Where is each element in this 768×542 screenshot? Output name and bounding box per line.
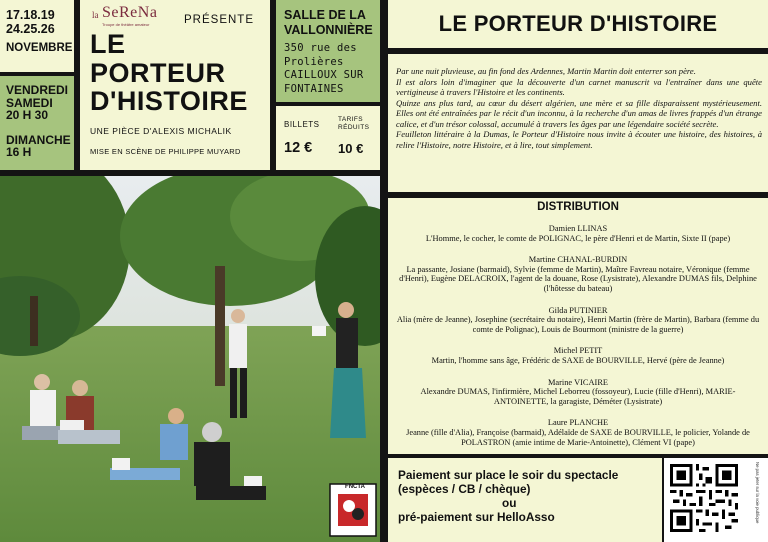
- cast-entry: [388, 418, 768, 447]
- dates-month: NOVEMBRE: [6, 42, 73, 54]
- payment-line-2: (espèces / CB / chèque): [398, 482, 531, 496]
- venue-address-line: CAILLOUX SUR: [284, 69, 364, 81]
- play-author: UNE PIÈCE D'ALEXIS MICHALIK: [90, 126, 232, 136]
- dates-panel: [0, 0, 74, 72]
- cast-actor-roles: Jeanne (fille d'Alia), Françoise (barmaid), Adélaïde de SAXE de BOURVILLE, le policier, Yolande de POLASTRON (amie intime de Marie-Antoinette), Clément VI (pape): [406, 427, 750, 447]
- cast-entry: [388, 378, 768, 407]
- schedule-panel: [0, 76, 74, 170]
- venue-name-line: SALLE DE LA: [284, 8, 366, 22]
- header-title-panel: [388, 0, 768, 48]
- cast-actor-roles: La passante, Josiane (barmaid), Sylvie (femme de Martin), Maître Favreau notaire, Véronique (femme d'Henri), Eugène DELACROIX, l'agent de la douane, Rose (Lysistrate), Alexandre DUMAS fils, Delphine (l'hôtesse du bateau): [399, 264, 757, 293]
- payment-line-3: pré-paiement sur HelloAsso: [398, 510, 555, 524]
- venue-name-line: VALLONNIÈRE: [284, 23, 373, 37]
- ticket-label-reduced-line: RÉDUITS: [338, 123, 370, 131]
- synopsis-paragraph: Quinze ans plus tard, au cœur du désert algérien, une mère et sa fille disparaissent mystérieusement. Elles ont été entraînées par le récit d'un inconnu, à la recherche d'un amas de livres frappés d'un étrange calice, et d'un trésor colossal, accumulé à travers les âges par une légendaire société secrète.: [396, 97, 762, 129]
- serena-logo: [92, 4, 156, 26]
- ticket-price-regular: 12 €: [284, 140, 313, 156]
- presente-label: PRÉSENTE: [184, 14, 254, 26]
- tickets-panel: [276, 106, 380, 170]
- vertical-note: [752, 462, 766, 538]
- cast-entry: [388, 255, 768, 293]
- payment-or: ou: [502, 496, 517, 510]
- cast-actor-name: Damien LLINAS: [548, 224, 608, 233]
- venue-address: [284, 42, 380, 96]
- ticket-price-reduced: 10 €: [338, 141, 364, 156]
- schedule-day-friday: VENDREDI: [6, 83, 69, 97]
- schedule-day-saturday: SAMEDI: [6, 95, 53, 110]
- cast-entry: [388, 346, 768, 365]
- distribution-title: DISTRIBUTION: [537, 201, 619, 213]
- ticket-label-reduced: [338, 116, 369, 131]
- fncta-badge: [330, 484, 376, 536]
- cast-actor-name: Martine CHANAL-BURDIN: [528, 255, 628, 265]
- synopsis-panel: [388, 54, 768, 192]
- cast-actor-name: Laure PLANCHE: [547, 418, 609, 428]
- cast-entry: [388, 224, 768, 243]
- fncta-badge-label: FNCTA: [345, 484, 365, 490]
- logo-name: SeReNa: [102, 4, 158, 21]
- cast-actor-roles: Alia (mère de Jeanne), Josephine (secrétaire du notaire), Henri Martin (frère de Martin), Barbara (femme du comte de Polignac), Louis de Bourmont (ministre de la guerre): [396, 315, 760, 334]
- payment-panel: [388, 458, 662, 542]
- ticket-label-reduced-line: TARIFS: [338, 116, 364, 123]
- venue-panel: [276, 0, 380, 102]
- venue-address-line: 350 rue des: [284, 42, 357, 54]
- logo-subtitle: Troupe de théâtre amateur: [102, 22, 150, 27]
- cast-actor-roles: Alexandre DUMAS, l'infirmière, Michel Leborreu (fossoyeur), Lucie (fille d'Henri), MARIE-ANTOINETTE, la garagiste, Déméter (Lysistrate): [420, 387, 736, 406]
- schedule-time-afternoon: 16 H: [6, 145, 32, 159]
- venue-address-line: FONTAINES: [284, 82, 344, 95]
- cast-actor-name: Michel PETIT: [553, 346, 603, 356]
- header-title: LE PORTEUR D'HISTOIRE: [438, 11, 718, 36]
- cast-actor-name: Gilda PUTINIER: [548, 305, 608, 315]
- qr-code[interactable]: [670, 464, 738, 532]
- distribution-panel: [388, 198, 768, 454]
- vertical-note-text: Ne pas jeter sur la voie publique: [755, 462, 760, 524]
- play-title-line: PORTEUR: [90, 57, 226, 88]
- cast-photo: [0, 176, 380, 542]
- ticket-label-regular: BILLETS: [284, 120, 320, 129]
- synopsis-paragraph: Il est alors loin d'imaginer que la découverte d'un carnet manuscrit va l'entraîner dans une quête vertigineuse à travers l'Histoire et les continents.: [396, 76, 762, 97]
- schedule-time-evening: 20 H 30: [6, 108, 49, 122]
- dates-line-1: 17.18.19: [6, 8, 55, 22]
- schedule-day-sunday: DIMANCHE: [6, 132, 71, 147]
- cast-actor-roles: L'Homme, le cocher, le comte de POLIGNAC, le père d'Henri et de Martin, Sixte II (pape): [425, 233, 731, 243]
- cast-actor-roles: Martin, l'homme sans âge, Frédéric de SAXE de BOURVILLE, Hervé (père de Jeanne): [431, 355, 725, 365]
- play-title-line: D'HISTOIRE: [90, 86, 248, 116]
- synopsis-paragraph: Par une nuit pluvieuse, au fin fond des Ardennes, Martin Martin doit enterrer son père.: [396, 66, 696, 76]
- play-director: MISE EN SCÈNE DE PHILIPPE MUYARD: [90, 147, 241, 156]
- logo-la: la: [92, 10, 99, 20]
- play-title-line: LE: [90, 29, 126, 59]
- synopsis-paragraph: Feuilleton littéraire à la Dumas, le Porteur d'Histoire nous invite à écouter une histoire, des histoires, à relire l'Histoire, notre Histoire, et à lire, tout simplement.: [396, 129, 762, 150]
- cast-entry: [388, 306, 768, 335]
- cast-actor-name: Marine VICAIRE: [547, 377, 609, 387]
- payment-line-1: Paiement sur place le soir du spectacle: [398, 468, 619, 482]
- play-title: [90, 30, 248, 116]
- venue-address-line: Prolières: [284, 55, 344, 68]
- dates-line-2: 24.25.26: [6, 22, 55, 36]
- cast-photo-illustration: [0, 176, 380, 542]
- title-panel: [80, 0, 270, 170]
